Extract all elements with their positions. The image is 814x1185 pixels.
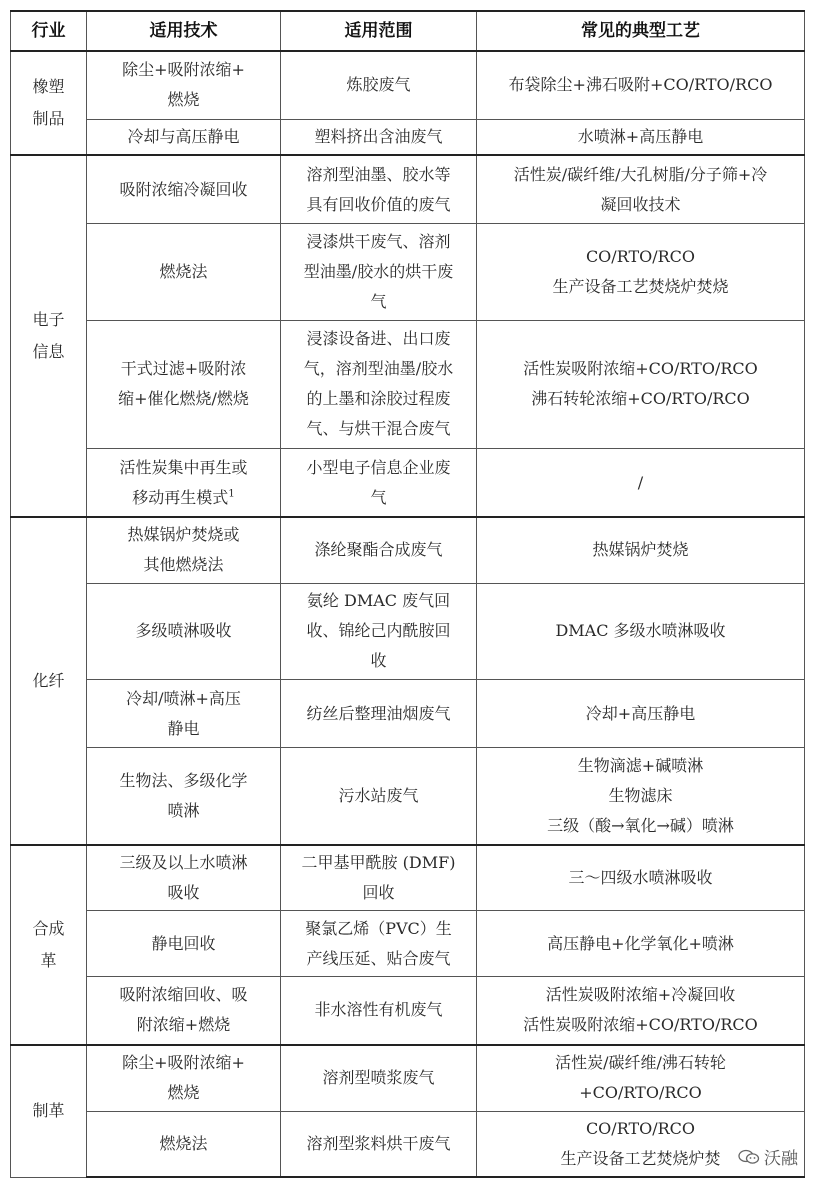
table-row [11, 223, 805, 320]
process-cell [477, 517, 805, 583]
technology-cell-line: 附浓缩+燃烧 [136, 1015, 231, 1035]
technology-cell-line: 静电 [167, 718, 200, 738]
technology-cell [87, 119, 281, 155]
table-header-row [11, 11, 805, 51]
technology-cell [87, 583, 281, 680]
industry-cell-line: 化纤 [32, 670, 65, 690]
scope-cell-line: 产线压延、贴合废气 [306, 948, 451, 968]
scope-cell-line: 浸漆设备进、出口废 [306, 329, 451, 349]
industry-cell-line: 革 [40, 950, 57, 970]
process-cell-line: 生产设备工艺焚烧炉焚烧 [552, 276, 729, 296]
scope-cell [281, 320, 477, 449]
table-row [11, 51, 805, 119]
technology-cell-line: 燃烧法 [159, 1133, 208, 1153]
technology-cell [87, 320, 281, 449]
technology-cell [87, 845, 281, 911]
scope-cell-line: 气 [370, 487, 387, 507]
technology-cell [87, 51, 281, 119]
scope-cell-line: 污水站废气 [338, 785, 419, 805]
industry-cell-line: 电子 [32, 310, 65, 330]
technology-cell-line: 燃烧 [167, 1083, 200, 1103]
process-cell-line: 活性炭吸附浓缩+冷凝回收 [545, 985, 736, 1005]
footnote-marker: 1 [228, 488, 235, 500]
technology-cell [87, 748, 281, 845]
process-cell [477, 976, 805, 1044]
technology-cell-line: 静电回收 [151, 933, 216, 953]
scope-cell-line: 气、与烘干混合废气 [306, 419, 451, 439]
technology-cell-line: 多级喷淋吸收 [135, 621, 232, 641]
scope-cell-line: 涤纶聚酯合成废气 [314, 540, 443, 560]
scope-cell-line: 炼胶废气 [346, 75, 411, 95]
process-cell-line: 凝回收技术 [600, 194, 681, 214]
process-cell-line: 布袋除尘+沸石吸附+CO/RTO/RCO [508, 75, 773, 95]
scope-cell [281, 680, 477, 748]
technology-cell-line: 干式过滤+吸附浓 [120, 359, 247, 379]
scope-cell-line: 浸漆烘干废气、溶剂 [306, 231, 451, 251]
process-cell-line: 生产设备工艺焚烧炉焚 [560, 1148, 721, 1168]
industry-cell [11, 517, 87, 844]
technology-cell-line: 活性炭集中再生或 [119, 457, 248, 477]
process-cell-line: 沸石转轮浓缩+CO/RTO/RCO [531, 389, 750, 409]
table-row [11, 320, 805, 449]
process-cell [477, 449, 805, 517]
process-cell-line: 高压静电+化学氧化+喷淋 [547, 933, 734, 953]
process-cell-line: 活性炭吸附浓缩+CO/RTO/RCO [523, 1015, 758, 1035]
scope-cell-line: 气 [370, 291, 387, 311]
process-cell [477, 845, 805, 911]
technology-cell [87, 449, 281, 517]
technology-cell-line: 喷淋 [167, 800, 200, 820]
scope-cell-line: 溶剂型喷浆废气 [322, 1068, 435, 1088]
table-body [11, 51, 805, 1177]
table-row [11, 517, 805, 583]
process-cell [477, 51, 805, 119]
technology-cell-line: 生物法、多级化学 [119, 770, 248, 790]
watermark-text: 沃融 [764, 1149, 798, 1169]
scope-cell [281, 51, 477, 119]
technology-cell-line: 燃烧 [167, 90, 200, 110]
scope-cell [281, 517, 477, 583]
scope-cell-line: 收 [370, 651, 387, 671]
industry-cell-line: 橡塑 [32, 77, 65, 97]
table-row [11, 155, 805, 223]
process-cell-line: +CO/RTO/RCO [579, 1083, 702, 1103]
process-cell [477, 320, 805, 449]
scope-cell-line: 型油墨/胶水的烘干废 [303, 261, 454, 281]
scope-cell-line: 小型电子信息企业废 [306, 457, 451, 477]
technology-cell [87, 1111, 281, 1177]
process-cell [477, 583, 805, 680]
process-cell-line: DMAC 多级水喷淋吸收 [555, 621, 726, 641]
process-cell [477, 223, 805, 320]
table-row [11, 680, 805, 748]
header-technology: 适用技术 [87, 11, 281, 51]
technology-cell-line: 其他燃烧法 [143, 555, 224, 575]
table-row [11, 1045, 805, 1111]
industry-cell [11, 1045, 87, 1177]
scope-cell [281, 449, 477, 517]
process-cell-line: 活性炭/碳纤维/沸石转轮 [555, 1053, 726, 1073]
scope-cell-line: 的上墨和涂胶过程废 [306, 389, 451, 409]
process-cell [477, 119, 805, 155]
process-cell-line: 活性炭吸附浓缩+CO/RTO/RCO [523, 359, 758, 379]
watermark [736, 1144, 800, 1169]
process-cell-line: 水喷淋+高压静电 [577, 126, 704, 146]
scope-cell [281, 223, 477, 320]
scope-cell-line: 二甲基甲酰胺 (DMF) [301, 852, 456, 872]
scope-cell-line: 收、锦纶己内酰胺回 [306, 621, 451, 641]
table-row [11, 911, 805, 976]
header-industry: 行业 [11, 11, 87, 51]
industry-cell-line: 信息 [32, 342, 65, 362]
process-cell-line: 冷却+高压静电 [585, 703, 696, 723]
process-cell-line: 生物滴滤+碱喷淋 [577, 755, 704, 775]
scope-cell-line: 氨纶 DMAC 废气回 [306, 591, 451, 611]
scope-cell-line: 聚氯乙烯（PVC）生 [305, 918, 452, 938]
process-cell-line: 三级（酸→氧化→碱）喷淋 [547, 815, 734, 835]
industry-cell [11, 51, 87, 155]
table-row [11, 449, 805, 517]
scope-cell [281, 583, 477, 680]
process-cell [477, 155, 805, 223]
process-cell [477, 911, 805, 976]
scope-cell [281, 748, 477, 845]
industry-cell-line: 合成 [32, 918, 65, 938]
process-cell-line: CO/RTO/RCO [585, 1118, 696, 1138]
technology-cell [87, 1045, 281, 1111]
scope-cell-line: 回收 [362, 882, 395, 902]
scope-cell-line: 非水溶性有机废气 [314, 1000, 443, 1020]
industry-cell [11, 845, 87, 1045]
scope-cell-line: 气，溶剂型油墨/胶水 [303, 359, 454, 379]
technology-cell-line: 冷却与高压静电 [127, 126, 240, 146]
table-row [11, 1111, 805, 1177]
technology-cell-line: 吸附浓缩回收、吸 [119, 985, 248, 1005]
technology-cell-line: 除尘+吸附浓缩+ [122, 1053, 245, 1073]
technology-cell-line: 三级及以上水喷淋 [119, 852, 248, 872]
technology-cell [87, 155, 281, 223]
scope-cell [281, 1111, 477, 1177]
scope-cell-line: 溶剂型油墨、胶水等 [306, 164, 451, 184]
scope-cell-line: 具有回收价值的废气 [306, 194, 451, 214]
industry-cell-line: 制革 [32, 1101, 65, 1121]
technology-cell [87, 911, 281, 976]
industry-cell [11, 155, 87, 517]
technology-cell-line: 热媒锅炉焚烧或 [127, 525, 240, 545]
process-cell-line: 三～四级水喷淋吸收 [568, 867, 713, 887]
table-row [11, 845, 805, 911]
process-cell-line: / [637, 472, 644, 492]
scope-cell [281, 119, 477, 155]
scope-cell [281, 976, 477, 1044]
table-row [11, 748, 805, 845]
process-cell-line: 生物滤床 [608, 785, 673, 805]
technology-cell-line: 吸收 [167, 882, 200, 902]
technology-cell-line: 移动再生模式$^1$ [132, 487, 235, 507]
process-cell-line: 热媒锅炉焚烧 [592, 540, 689, 560]
technology-cell-line: 燃烧法 [159, 261, 208, 281]
industry-cell-line: 制品 [32, 109, 65, 129]
vocs-treatment-table [10, 10, 805, 1178]
scope-cell [281, 845, 477, 911]
header-typical-process: 常见的典型工艺 [477, 11, 805, 51]
technology-cell-line: 除尘+吸附浓缩+ [122, 60, 245, 80]
process-cell [477, 680, 805, 748]
scope-cell [281, 1045, 477, 1111]
table-row [11, 583, 805, 680]
scope-cell-line: 纺丝后整理油烟废气 [306, 703, 451, 723]
process-cell [477, 1045, 805, 1111]
process-cell-line: CO/RTO/RCO [585, 246, 696, 266]
table-row [11, 976, 805, 1044]
technology-cell [87, 680, 281, 748]
wechat-icon [738, 1149, 760, 1165]
header-scope: 适用范围 [281, 11, 477, 51]
technology-cell [87, 976, 281, 1044]
scope-cell [281, 911, 477, 976]
process-cell [477, 748, 805, 845]
table-row [11, 119, 805, 155]
scope-cell-line: 塑料挤出含油废气 [314, 126, 443, 146]
technology-cell-line: 冷却/喷淋+高压 [126, 688, 241, 708]
process-cell-line: 活性炭/碳纤维/大孔树脂/分子筛+冷 [513, 164, 768, 184]
technology-cell-line: 缩+催化燃烧/燃烧 [118, 389, 249, 409]
scope-cell-line: 溶剂型浆料烘干废气 [306, 1133, 451, 1153]
scope-cell [281, 155, 477, 223]
technology-cell [87, 223, 281, 320]
technology-cell [87, 517, 281, 583]
technology-cell-line: 吸附浓缩冷凝回收 [119, 179, 248, 199]
